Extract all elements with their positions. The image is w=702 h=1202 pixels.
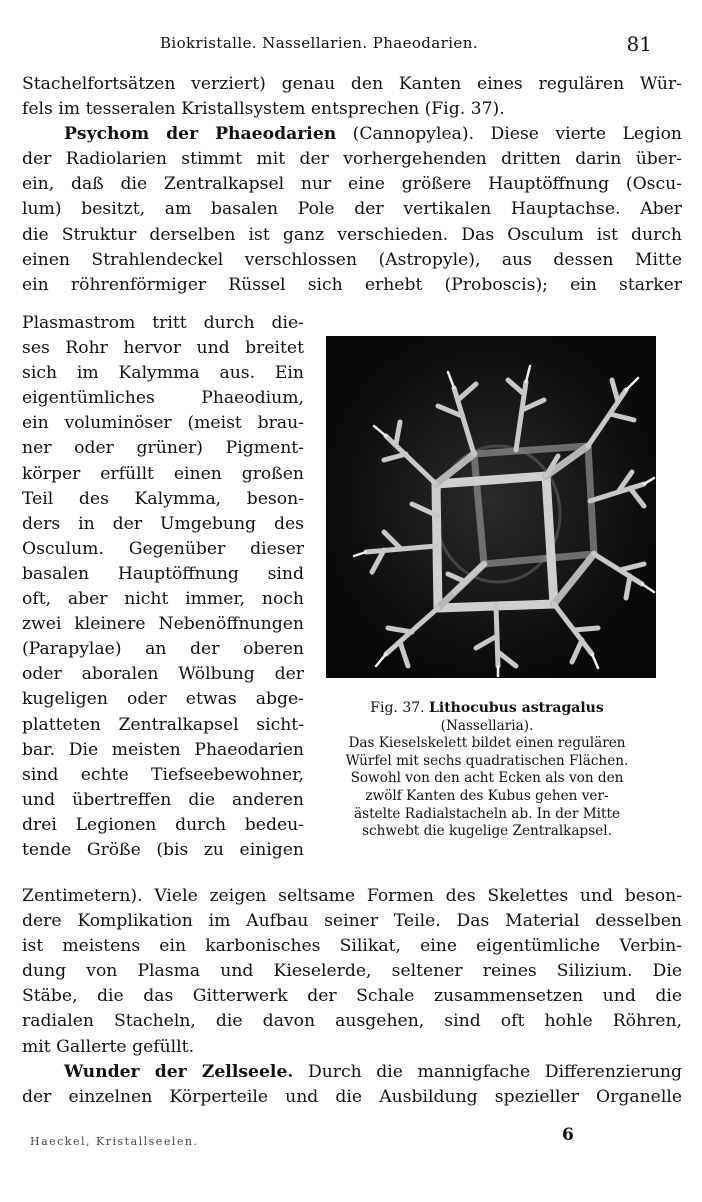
text-line: und übertreffen die anderen — [22, 789, 304, 810]
text-line: ses Rohr hervor und breitet — [22, 338, 304, 359]
text-line: oder aboralen Wölbung der — [22, 664, 304, 685]
text-line: (Parapylae) an der oberen — [22, 639, 304, 660]
text-line: oft, aber nicht immer, noch — [22, 589, 304, 610]
text-line: einen Strahlendeckel verschlossen (Astropyle), aus dessen Mitte — [22, 249, 682, 270]
text-line: sich im Kalymma aus. Ein — [22, 363, 304, 384]
text-line: ders in der Umgebung des — [22, 513, 304, 534]
running-title: Biokristalle. Nassellarien. Phaeodarien. — [160, 34, 478, 52]
text-line: Wunder der Zellseele. Durch die mannigfache Differenzierung — [64, 1061, 682, 1082]
body-text-left-column — [22, 311, 304, 863]
text-line: lum) besitzt, am basalen Pole der vertikalen Hauptachse. Aber — [22, 199, 682, 220]
text-line: ein röhrenförmiger Rüssel sich erhebt (Proboscis); ein starker — [22, 274, 682, 295]
section-heading: Psychom der Phaeodarien — [64, 124, 337, 145]
text-line: radialen Stacheln, die davon ausgehen, sind oft hohle Röhren, — [22, 1011, 682, 1032]
section-heading: Wunder der Zellseele. — [64, 1061, 294, 1082]
text-line: Zentimetern). Viele zeigen seltsame Formen des Skelettes und beson- — [22, 886, 682, 906]
text-line: der Radiolarien stimmt mit der vorhergehenden dritten darin über- — [22, 149, 682, 170]
figure-caption — [316, 700, 658, 841]
text-line: körper erfüllt einen großen — [22, 463, 304, 484]
figure-title: Lithocubus astragalus — [429, 700, 604, 716]
text-line: fels im tesseralen Kristallsystem entsprechen (Fig. 37). — [22, 99, 505, 120]
text-line: Plasmastrom tritt durch die- — [22, 313, 304, 333]
text-line: Osculum. Gegenüber dieser — [22, 538, 304, 559]
figure-caption-title — [316, 700, 658, 718]
text-line: dung von Plasma und Kieselerde, seltener reines Silizium. Die — [22, 961, 682, 982]
figure-lithocubus-photo — [326, 336, 656, 678]
caption-line: Sowohl von den acht Ecken als von den — [350, 770, 624, 787]
text-line: Stachelfortsätzen verziert) genau den Kanten eines regulären Wür- — [22, 74, 682, 94]
text-line: platteten Zentralkapsel sicht- — [22, 714, 304, 735]
footer-signature: Haeckel, Kristallseelen. — [30, 1135, 199, 1148]
text-line: eigentümliches Phaeodium, — [22, 388, 304, 409]
figure-subtitle: (Nassellaria). — [440, 717, 534, 734]
text-line: kugeligen oder etwas abge- — [22, 689, 304, 710]
caption-line: Das Kieselskelett bildet einen regulären — [348, 735, 626, 752]
body-text-top — [22, 72, 682, 298]
text-line: die Struktur derselben ist ganz verschieden. Das Osculum ist durch — [22, 224, 682, 245]
caption-line: ästelte Radialstacheln ab. In der Mitte — [354, 805, 620, 822]
text-line: ner oder grüner) Pigment- — [22, 438, 304, 459]
caption-line: schwebt die kugelige Zentralkapsel. — [362, 823, 612, 840]
footer-sheet-number: 6 — [562, 1125, 574, 1145]
page-number: 81 — [626, 32, 652, 56]
text-line: Teil des Kalymma, beson- — [22, 488, 304, 509]
text-line: Psychom der Phaeodarien (Cannopylea). Diese vierte Legion — [64, 124, 682, 145]
text-line: ein voluminöser (meist brau- — [22, 413, 304, 434]
running-head — [0, 34, 702, 58]
text-line: drei Legionen durch bedeu- — [22, 814, 304, 835]
lithocubus-skeleton-illustration — [326, 336, 656, 678]
text-line: dere Komplikation im Aufbau seiner Teile. Das Material desselben — [22, 911, 682, 932]
text-line: ein, daß die Zentralkapsel nur eine größere Hauptöffnung (Oscu- — [22, 174, 682, 195]
text-line: der einzelnen Körperteile und die Ausbildung spezieller Organelle — [22, 1086, 682, 1107]
text-line: Stäbe, die das Gitterwerk der Schale zusammensetzen und die — [22, 986, 682, 1007]
text-line: mit Gallerte gefüllt. — [22, 1036, 195, 1057]
text-line: bar. Die meisten Phaeodarien — [22, 739, 304, 760]
body-text-bottom — [22, 884, 682, 1110]
caption-line: zwölf Kanten des Kubus gehen ver- — [365, 787, 609, 804]
figure-label: Fig. 37. — [370, 700, 425, 716]
text-line: ist meistens ein karbonisches Silikat, eine eigentümliche Verbin- — [22, 936, 682, 957]
text-line: zwei kleinere Nebenöffnungen — [22, 614, 304, 635]
caption-line: Würfel mit sechs quadratischen Flächen. — [345, 752, 629, 769]
text-line: sind echte Tiefseebewohner, — [22, 764, 304, 785]
text-line: tende Größe (bis zu einigen — [22, 839, 304, 860]
text-line: basalen Hauptöffnung sind — [22, 563, 304, 584]
